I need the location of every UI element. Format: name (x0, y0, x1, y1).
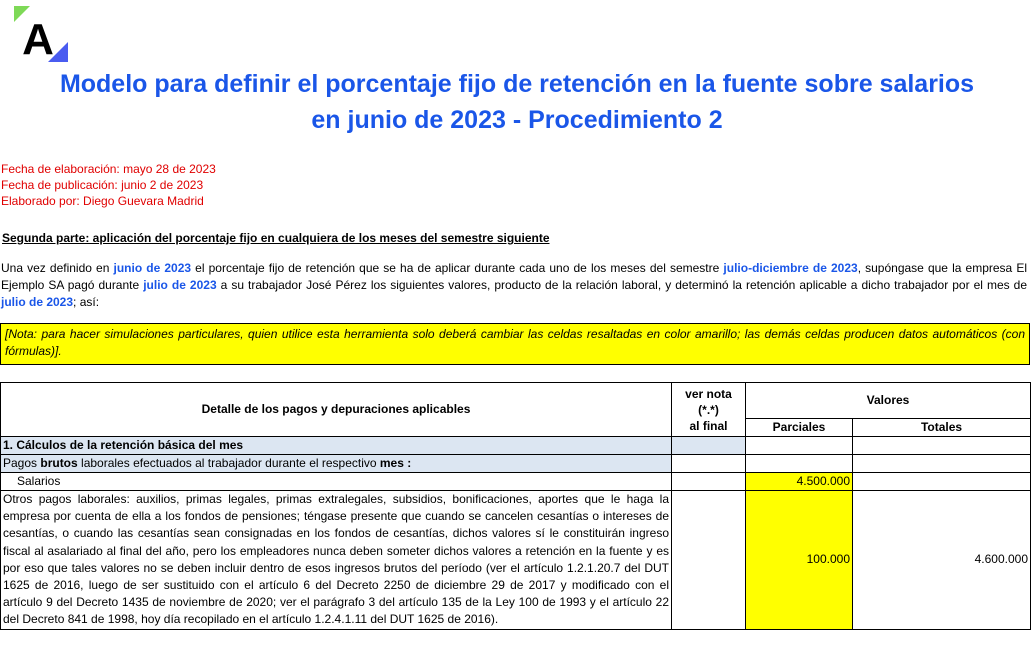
header-detalle: Detalle de los pagos y depuraciones aplicables (1, 383, 672, 437)
note-box: [Nota: para hacer simulaciones particulares, quien utilice esta herramienta solo deberá cambiar las celdas resaltadas en color amarillo; las demás celdas producen datos automáticos (con fórmulas)]. (0, 323, 1030, 365)
pagos-text-bold-2: mes : (379, 456, 412, 470)
header-ver-nota-line3: al final (689, 418, 728, 433)
page-title-line2: en junio de 2023 - Procedimiento 2 (311, 106, 723, 134)
header-ver-nota-line2: (*.*) (698, 402, 719, 417)
otros-pagos-label: Otros pagos laborales: auxilios, primas legales, primas extralegales, subsidios, bonificaciones, aportes que le haga la empresa por cuenta de ella a los fondos de pensiones; téngase presente que cuando se cancelen cesantías o intereses de cesantías, o cuando las cesantías sean consignadas en los fondos de cesantías, dichos valores sí le constituirán ingreso fiscal al asalariado al final del año, pero los empleadores nunca deben someter dichos valores a retención en la fuente y es por eso que tales valores no se deben incluir dentro de esos ingresos brutos del período (ver el artículo 1.2.1.20.7 del DUT 1625 de 2016, luego de ser sustituido con el artículo 6 del Decreto 2250 de diciembre 29 de 2017 y modificado con el artículo 9 del Decreto 1435 de noviembre de 2020; ver el parágrafo 3 del artículo 135 de la Ley 100 de 1993 y el artículo 22 del Decreto 841 de 1998, hoy día recopilado en el artículo 1.2.4.1.11 del DUT 1625 de 2016). (1, 491, 672, 630)
header-ver-nota-line1: ver nota (685, 386, 732, 401)
section-1-nota-cell (672, 437, 746, 455)
otros-pagos-total: 4.600.000 (853, 491, 1031, 630)
intro-highlight-2: julio-diciembre de 2023 (723, 261, 858, 275)
intro-text-5: ; así: (73, 295, 100, 309)
section-heading: Segunda parte: aplicación del porcentaje fijo en cualquiera de los meses del semestre siguiente (2, 231, 550, 245)
intro-paragraph (1, 260, 1027, 311)
section-1-total-cell (853, 437, 1031, 455)
logo-letter: A (22, 15, 54, 62)
pagos-total-cell (853, 455, 1031, 473)
table-row-section-1 (1, 437, 1031, 455)
salarios-total-cell (853, 473, 1031, 491)
intro-text-3: , supóngase que la empresa El Ejemplo SA pagó durante (1, 261, 1027, 292)
intro-text-1: Una vez definido en (1, 261, 114, 275)
document-meta (1, 161, 216, 209)
pagos-text-2: laborales efectuados al trabajador durante el respectivo (77, 456, 380, 470)
fecha-elaboracion: Fecha de elaboración: mayo 28 de 2023 (1, 162, 216, 176)
intro-text-4: a su trabajador José Pérez los siguientes valores, producto de la relación laboral, y determinó la retención aplicable a dicho trabajador por el mes de (216, 278, 1028, 292)
page-title-line1: Modelo para definir el porcentaje fijo de retención en la fuente sobre salarios (59, 70, 975, 98)
salarios-parcial-input[interactable]: 4.500.000 (746, 473, 853, 491)
salarios-nota-cell (672, 473, 746, 491)
elaborado-por: Elaborado por: Diego Guevara Madrid (1, 194, 204, 208)
header-parciales: Parciales (746, 419, 853, 437)
intro-highlight-4: julio de 2023 (1, 295, 74, 309)
table-row-pagos-brutos (1, 455, 1031, 473)
salarios-label: Salarios (1, 473, 672, 491)
table-row-otros-pagos (1, 491, 1031, 630)
header-valores: Valores (746, 383, 1031, 419)
fecha-publicacion: Fecha de publicación: junio 2 de 2023 (1, 178, 204, 192)
pagos-brutos-label (1, 455, 672, 473)
page-title (0, 66, 1034, 138)
otros-pagos-parcial-input[interactable]: 100.000 (746, 491, 853, 630)
pagos-text-bold-1: brutos (40, 456, 78, 470)
actualicese-logo (14, 6, 68, 62)
table-row-salarios (1, 473, 1031, 491)
header-ver-nota (672, 383, 746, 437)
pagos-parcial-cell (746, 455, 853, 473)
intro-highlight-3: julio de 2023 (143, 278, 217, 292)
header-totales: Totales (853, 419, 1031, 437)
table-header-row-1 (1, 383, 1031, 419)
retention-table (0, 382, 1031, 630)
section-1-title: 1. Cálculos de la retención básica del mes (1, 437, 672, 455)
pagos-text-1: Pagos (3, 456, 41, 470)
otros-pagos-nota-cell (672, 491, 746, 630)
intro-highlight-1: junio de 2023 (113, 261, 192, 275)
section-1-parcial-cell (746, 437, 853, 455)
pagos-nota-cell (672, 455, 746, 473)
intro-text-2: el porcentaje fijo de retención que se ha de aplicar durante cada uno de los meses del semestre (191, 261, 724, 275)
